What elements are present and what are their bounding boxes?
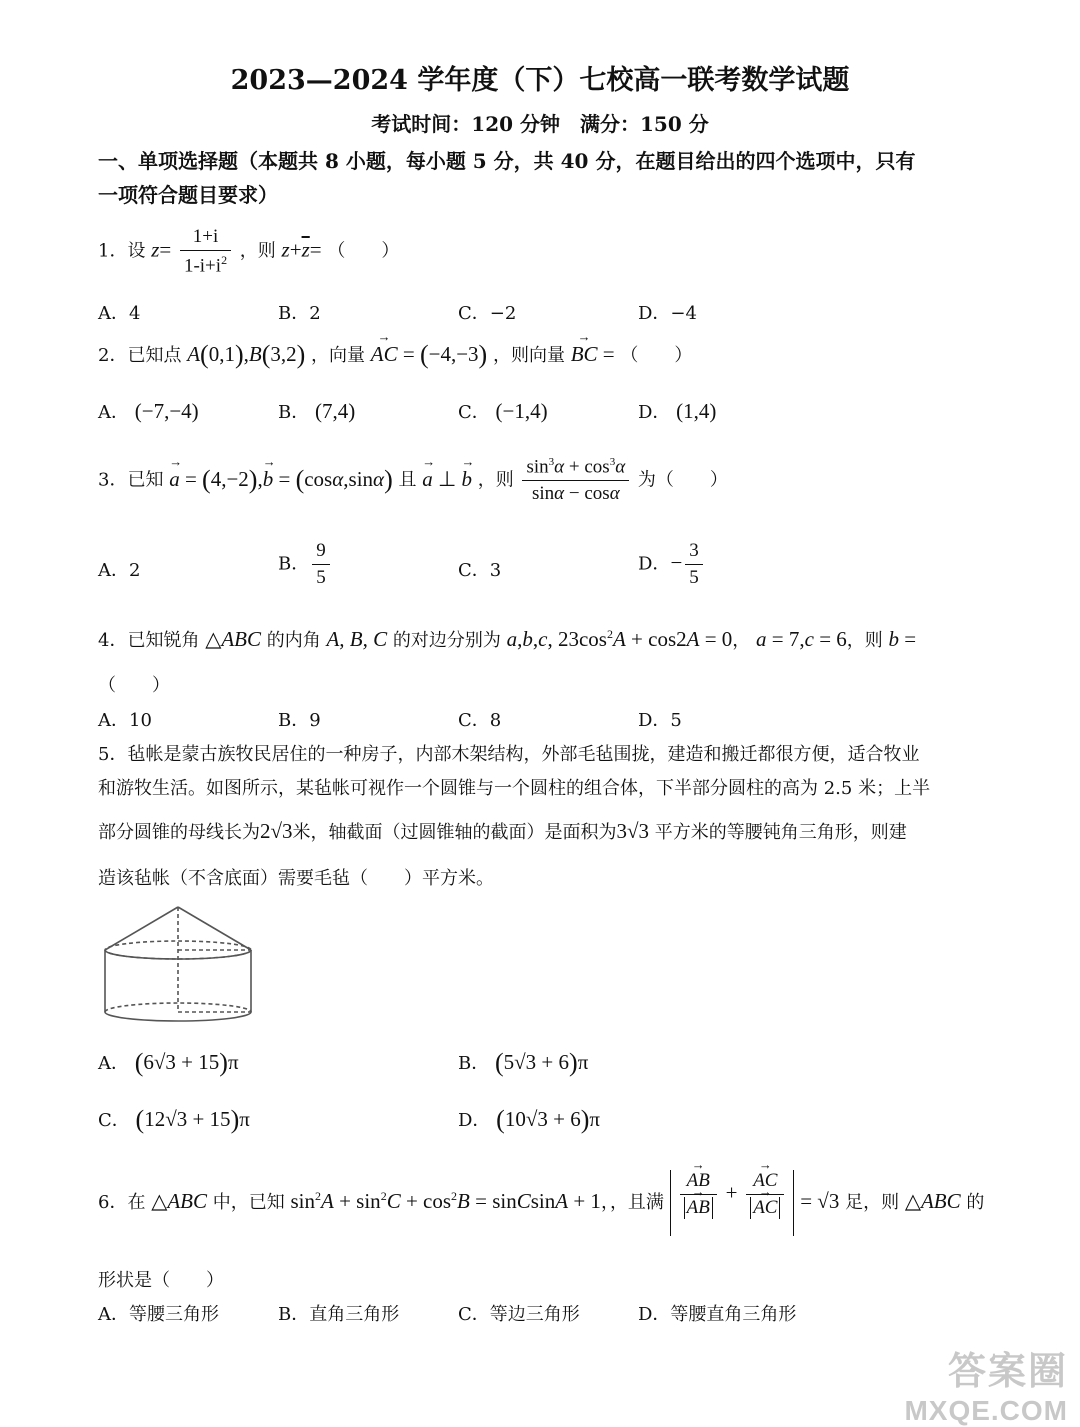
q3-option-b: B． $\frac{9}{5}$ [278, 540, 333, 589]
q6-option-d: D．等腰直角三角形 [638, 1304, 797, 1325]
q5-option-c: C． (12√3 + 15)π [98, 1105, 250, 1134]
q2-option-c: C． (−1,4) [458, 399, 548, 423]
q1-option-d: D．−4 [638, 303, 697, 324]
watermark [904, 1340, 1068, 1427]
q6-option-c: C．等边三角形 [458, 1304, 580, 1325]
q5-option-a: A． (6√3 + 15)π [98, 1048, 239, 1077]
q4-option-d: D．5 [638, 710, 682, 731]
section-heading-cont: 一项符合题目要求） [98, 183, 278, 207]
q6-option-b: B．直角三角形 [278, 1304, 400, 1325]
question-4: 4．已知锐角 △ABC 的内角 A, B, C 的对边分别为 a,b,c, $23\cos^2A + \cos 2A = 0$， a = 7,c = 6，则 b = [98, 627, 917, 651]
watermark-logo-text: 答案圈 [947, 1351, 1068, 1393]
q4-paren: （ ） [98, 675, 170, 696]
q3-option-c: C．3 [458, 560, 502, 581]
exam-title: 2023—2024 学年度（下）七校高一联考数学试题 [230, 65, 850, 96]
q4-option-c: C．8 [458, 710, 502, 731]
q1-option-b: B．2 [278, 303, 321, 324]
q5-option-b: B． (5√3 + 6)π [458, 1048, 589, 1077]
question-1: 1．设 z= $\frac{1+i}{1-i+i^2}$ ，则 $z+\overline{z}=$ （ ） [98, 226, 400, 277]
question-6: 6．在 △ABC 中，已知 $\sin^2A + \sin^2C + \cos^2B$ = sinCsinA + 1，，且满 → AB → AB + → AC → AC = √3 足，则 △ABC 的 [98, 1170, 984, 1236]
q2-option-d: D． (1,4) [638, 399, 717, 423]
q2-option-a: A． (−7,−4) [98, 399, 199, 423]
q5-option-d: D． (10√3 + 6)π [458, 1105, 600, 1134]
question-5-line-1: 5．毡帐是蒙古族牧民居住的一种房子，内部木架结构，外部毛毡围拢，建造和搬迁都很方便，适合牧业 [98, 744, 920, 765]
q1-fraction: $\frac{1+i}{1-i+i^2}$ [180, 226, 231, 277]
question-5-line-4: 造该毡帐（不含底面）需要毛毡（ ）平方米。 [98, 868, 494, 889]
q6-vector-norm: → AB → AB + → AC → AC [670, 1170, 795, 1236]
watermark-url: MXQE.COM [904, 1395, 1068, 1426]
question-3: 3．已知 → a = (4,−2),→ b = (cosα,sinα) 且 → a ⊥ → b ，则 $\frac{\sin^3\alpha + \cos^3\alpha}{\sin\alpha - \cos\alpha}$ 为（ ） [98, 456, 728, 505]
q6-option-a: A．等腰三角形 [98, 1304, 219, 1325]
q6-line-2: 形状是（ ） [98, 1270, 224, 1291]
section-heading: 一、单项选择题（本题共 8 小题，每小题 5 分，共 40 分，在题目给出的四个选项中，只有 [98, 149, 916, 173]
q4-option-b: B．9 [278, 710, 321, 731]
question-5-line-2: 和游牧生活。如图所示，某毡帐可视作一个圆锥与一个圆柱的组合体，下半部分圆柱的高为 2.5 米；上半 [98, 778, 931, 799]
q1-option-a: A．4 [98, 303, 141, 324]
q3-option-a: A．2 [98, 560, 141, 581]
yurt-figure [100, 902, 260, 1030]
q4-option-a: A．10 [98, 710, 152, 731]
q1-option-c: C．−2 [458, 303, 517, 324]
question-5-line-3: 部分圆锥的母线长为2√3米，轴截面（过圆锥轴的截面）是面积为3√3 平方米的等腰钝角三角形，则建 [98, 819, 907, 843]
q3-fraction: $\frac{\sin^3\alpha + \cos^3\alpha}{\sin\alpha - \cos\alpha}$ [522, 456, 629, 505]
question-2: 2．已知点 A(0,1),B(3,2) ，向量 → AC = (−4,−3) ，则向量 → BC = （ ） [98, 340, 692, 370]
q2-option-b: B． (7,4) [278, 399, 356, 423]
q3-option-d: D．− $\frac{3}{5}$ [638, 540, 706, 589]
exam-subtitle: 考试时间：120 分钟 满分：150 分 [371, 112, 709, 136]
